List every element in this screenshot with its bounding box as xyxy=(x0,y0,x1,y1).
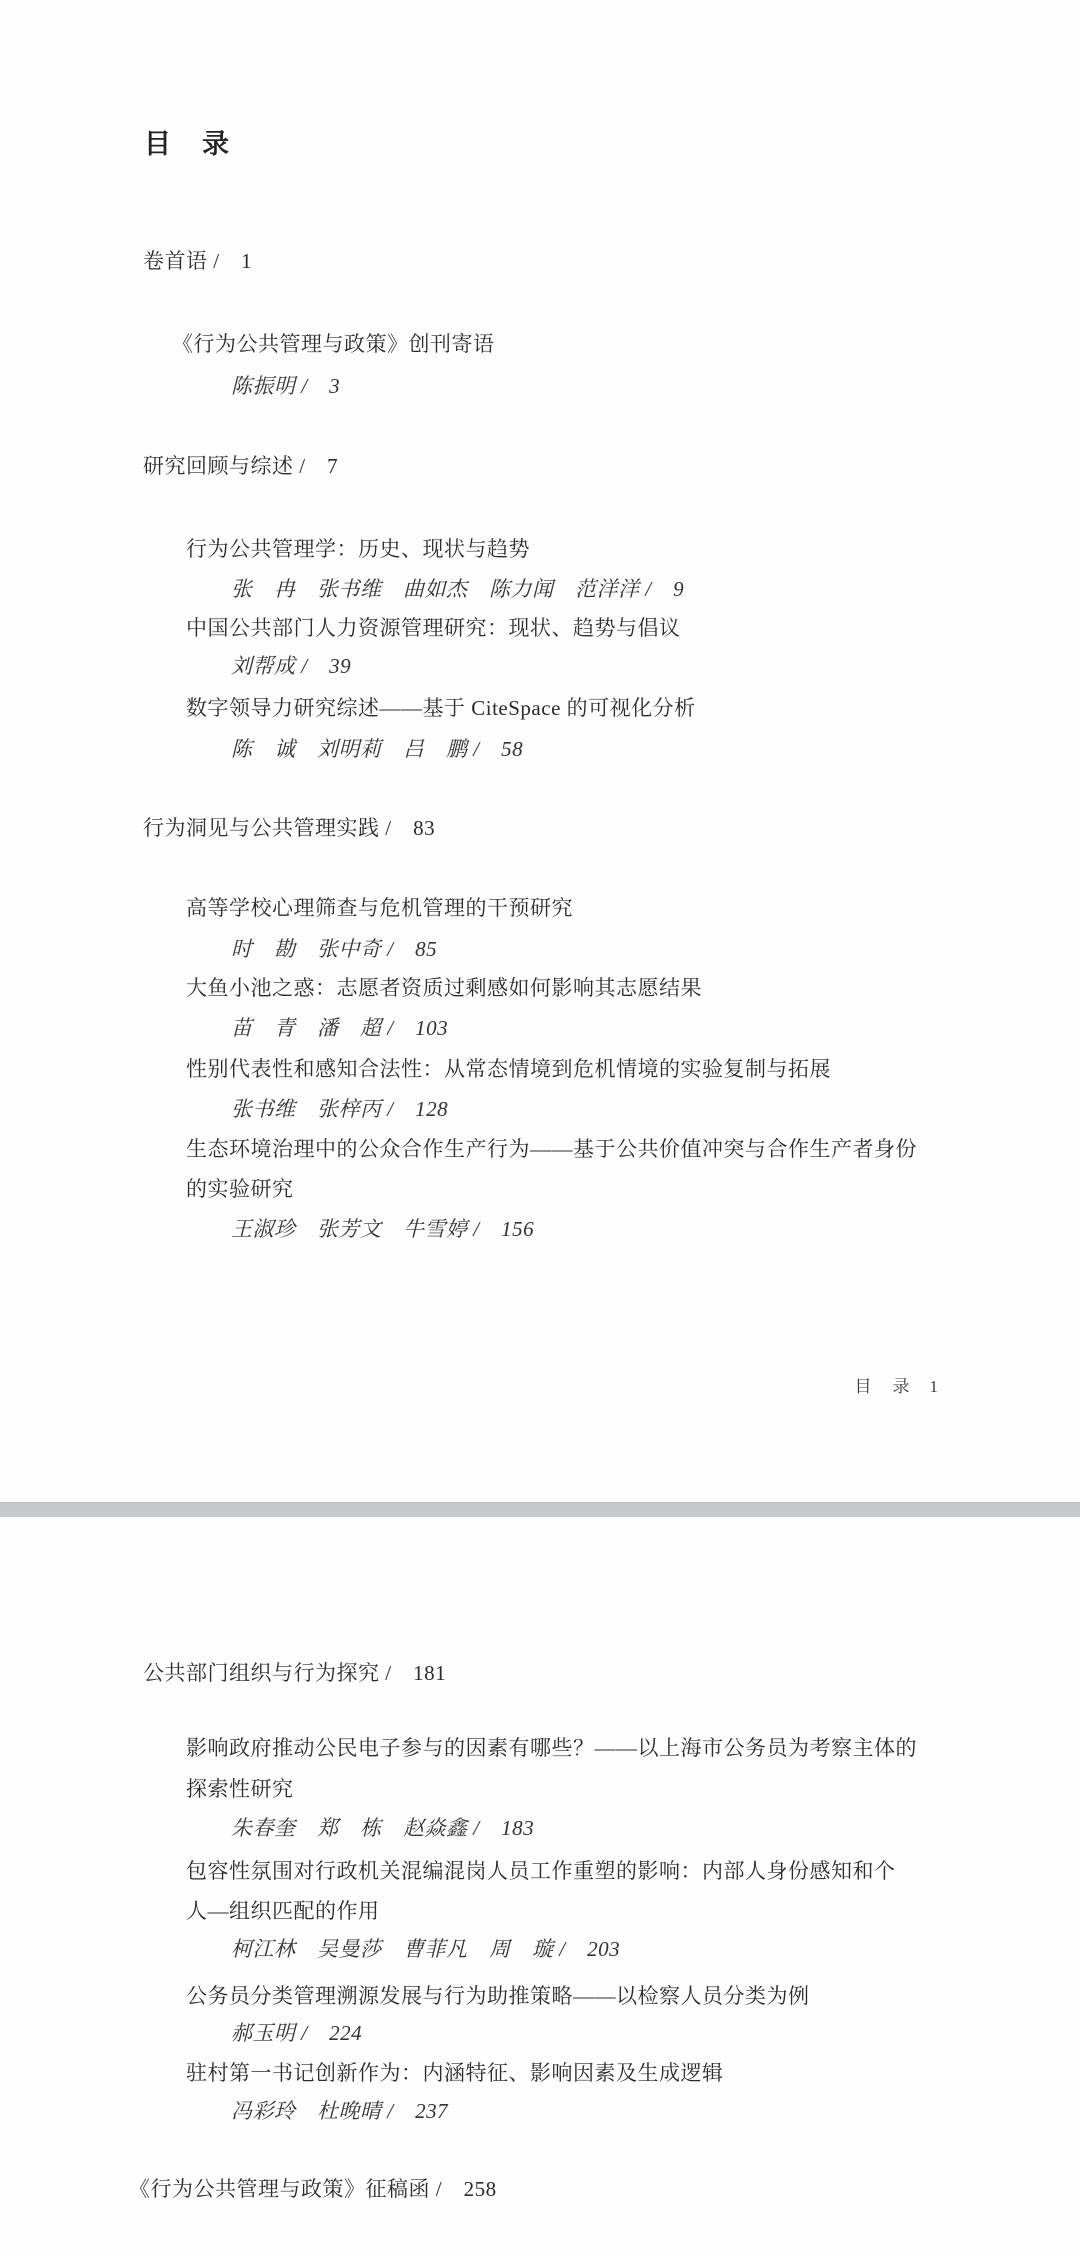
toc-section-heading: 《行为公共管理与政策》征稿函 / 258 xyxy=(129,2177,497,2201)
page-footer xyxy=(855,1372,941,1402)
page-footer-label: 目 录 xyxy=(854,1377,912,1396)
toc-entry-authors: 张 冉 张书维 曲如杰 陈力闻 范洋洋 / 9 xyxy=(231,577,685,601)
page-title: 目 录 xyxy=(144,129,231,159)
toc-entry-authors: 王淑珍 张芳文 牛雪婷 / 156 xyxy=(231,1217,535,1241)
page-footer-number: 1 xyxy=(929,1377,940,1396)
toc-entry-title: 驻村第一书记创新作为：内涵特征、影响因素及生成逻辑 xyxy=(186,2061,724,2085)
toc-entry-authors: 柯江林 吴曼莎 曹菲凡 周 璇 / 203 xyxy=(231,1937,621,1961)
toc-entry-title: 包容性氛围对行政机关混编混岗人员工作重塑的影响：内部人身份感知和个 xyxy=(186,1859,896,1883)
toc-entry-authors: 陈 诚 刘明莉 吕 鹏 / 58 xyxy=(231,737,524,761)
toc-section-heading: 卷首语 / 1 xyxy=(143,249,253,273)
toc-entry-title: 生态环境治理中的公众合作生产行为——基于公共价值冲突与合作生产者身份 xyxy=(186,1137,917,1161)
toc-section-heading: 研究回顾与综述 / 7 xyxy=(143,454,339,478)
page-separator xyxy=(0,1502,1080,1517)
toc-entry-title: 中国公共部门人力资源管理研究：现状、趋势与倡议 xyxy=(186,616,681,640)
toc-entry-authors: 刘帮成 / 39 xyxy=(231,654,352,678)
toc-entry-title-continuation: 探索性研究 xyxy=(186,1777,294,1801)
toc-entry-authors: 冯彩玲 杜晚晴 / 237 xyxy=(231,2099,449,2123)
toc-entry-title: 公务员分类管理溯源发展与行为助推策略——以检察人员分类为例 xyxy=(186,1984,810,2008)
toc-entry-title-continuation: 的实验研究 xyxy=(186,1177,294,1201)
toc-entry-title: 《行为公共管理与政策》创刊寄语 xyxy=(172,332,495,356)
toc-entry-title: 大鱼小池之惑：志愿者资质过剩感如何影响其志愿结果 xyxy=(186,976,702,1000)
toc-entry-authors: 时 勘 张中奇 / 85 xyxy=(231,937,438,961)
toc-entry-title: 数字领导力研究综述——基于 CiteSpace 的可视化分析 xyxy=(186,696,696,720)
toc-page-2 xyxy=(0,1517,1080,2256)
toc-entry-title: 行为公共管理学：历史、现状与趋势 xyxy=(186,537,530,561)
toc-section-heading: 公共部门组织与行为探究 / 181 xyxy=(143,1661,447,1685)
toc-entry-title-continuation: 人—组织匹配的作用 xyxy=(186,1899,380,1923)
toc-entry-title: 高等学校心理筛查与危机管理的干预研究 xyxy=(186,896,573,920)
toc-section-heading: 行为洞见与公共管理实践 / 83 xyxy=(143,816,436,840)
toc-entry-authors: 陈振明 / 3 xyxy=(231,374,341,398)
toc-entry-authors: 朱春奎 郑 栋 赵焱鑫 / 183 xyxy=(231,1816,535,1840)
toc-entry-title: 影响政府推动公民电子参与的因素有哪些？——以上海市公务员为考察主体的 xyxy=(186,1736,917,1760)
toc-entry-authors: 张书维 张梓丙 / 128 xyxy=(231,1097,449,1121)
toc-entry-authors: 苗 青 潘 超 / 103 xyxy=(231,1016,449,1040)
toc-entry-title: 性别代表性和感知合法性：从常态情境到危机情境的实验复制与拓展 xyxy=(186,1057,831,1081)
toc-entry-authors: 郝玉明 / 224 xyxy=(231,2021,363,2045)
